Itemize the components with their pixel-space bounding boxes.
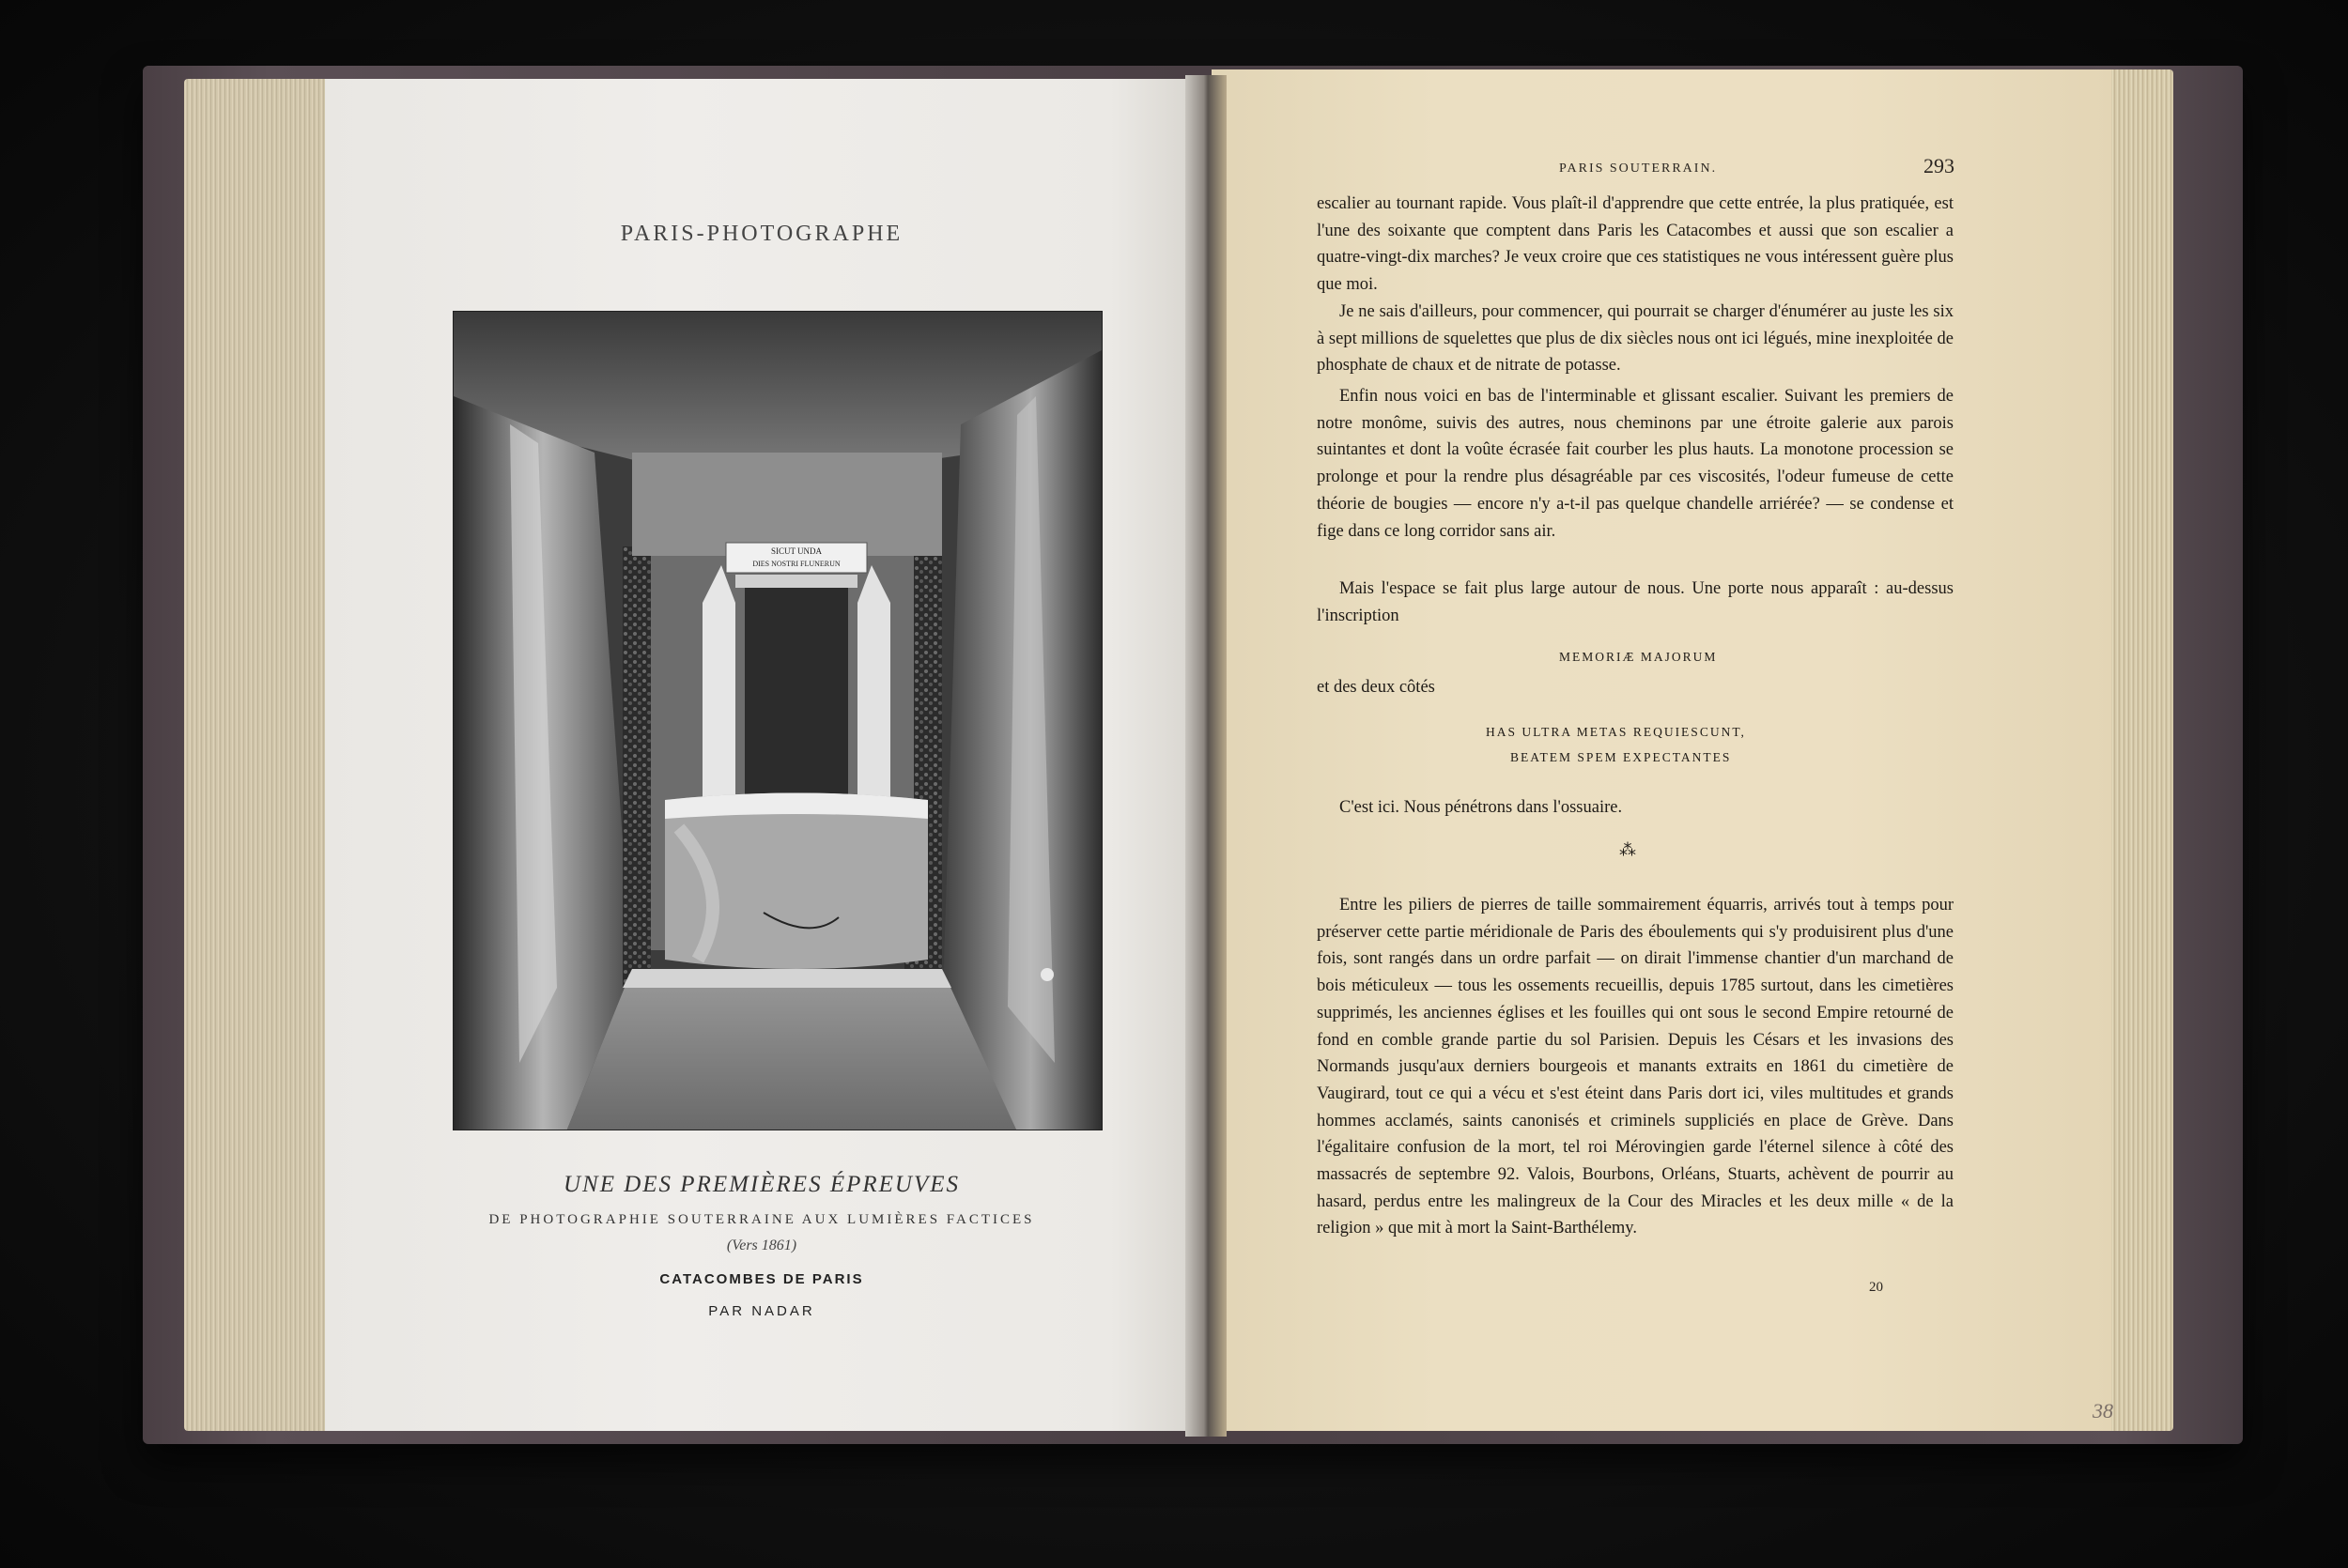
sign-line-1: SICUT UNDA xyxy=(770,546,823,556)
paragraph-1: escalier au tournant rapide. Vous plaît-il d'apprendre que cette entrée, la plus pratiquée, est l'une des soixante que comptent dans Paris les Catacombes et aussi que son escalier a quatre-vingt-dix marches? Je veux croire que ces statistiques ne vous intéressent guère plus que moi. xyxy=(1317,194,1954,295)
inscription-memoriae: MEMORIÆ MAJORUM xyxy=(1559,650,1718,664)
text-between xyxy=(1317,674,1954,701)
paragraph-4: Mais l'espace se fait plus large autour de nous. Une porte nous apparaît : au-dessus l'inscription xyxy=(1317,579,1954,625)
between-line: et des deux côtés xyxy=(1317,678,1435,697)
book-gutter xyxy=(1185,75,1227,1437)
right-page-edges xyxy=(2102,69,2173,1431)
paragraph-6: Entre les piliers de pierres de taille sommairement équarris, arrivés tout à temps pour préserver cette partie méridionale de Paris des éboulements qui s'y produisirent plus d'une fois, sont rangés dans un ordre parfait — on dirait l'immense chantier d'un marchand de bois méticuleux — tous les ossements recueillis, depuis 1785 surtout, dans les cimetières supprimés, les anciennes églises et les fouilles qui ont sous le second Empire retourné de fond en comble grande partie du sol Parisien. Depuis les Césars et les invasions des Normands jusqu'aux derniers bourgeois et manants extraits en 1861 du cimetière de Vaugirard, tout ce qui a vécu et s'est éteint dans Paris dort ici, viles multitudes et grands hommes acclamés, saints canonisés et criminels suppliciés en place de Grève. Dans l'égalitaire confusion de la mort, tel roi Mérovingien garde l'éternel silence à côté des massacrés de septembre 92. Valois, Bourbons, Orléans, Stuarts, achèvent de pourrir au hasard, perdus entre les malingreux de la Cour des Miracles et les deux mille « de la religion » que mit à mort la Saint-Barthélemy. xyxy=(1317,896,1954,1238)
inscription-line-2: BEATEM SPEM EXPECTANTES xyxy=(1510,750,1732,764)
text-block-4 xyxy=(1317,794,1954,822)
signature-mark: 20 xyxy=(1869,1280,1883,1295)
pencil-number: 38 xyxy=(2093,1399,2113,1422)
text-block-1 xyxy=(1317,191,1954,379)
paragraph-5: C'est ici. Nous pénétrons dans l'ossuaire. xyxy=(1339,798,1623,817)
text-block-2 xyxy=(1317,383,1954,545)
caption-subtitle: DE PHOTOGRAPHIE SOUTERRAINE AUX LUMIÈRES FACTICES xyxy=(488,1212,1035,1227)
left-page-header: PARIS-PHOTOGRAPHE xyxy=(620,222,904,246)
text-block-3 xyxy=(1317,576,1954,629)
page-number: 293 xyxy=(1923,154,1954,177)
catacombs-photograph xyxy=(453,311,1103,1130)
sign-line-2: DIES NOSTRI FLUNERUN xyxy=(752,560,841,568)
inscription-line-1: HAS ULTRA METAS REQUIESCUNT, xyxy=(1486,725,1746,739)
paragraph-3: Enfin nous voici en bas de l'interminable et glissant escalier. Suivant les premiers de notre monôme, suivis des autres, nous cheminons par une étroite galerie aux parois suintantes et dont la voûte écrasée fait courber les plus hauts. La monotone procession se prolonge et pour la rendre plus désagréable par ces viscosités, l'odeur fumeuse de cette théorie de bougies — encore n'y a-t-il pas quelque chandelle arriérée? — se condense et fige dans ce long corridor sans air. xyxy=(1317,387,1954,541)
left-page-edges xyxy=(184,79,334,1431)
caption-date: (Vers 1861) xyxy=(726,1237,797,1253)
caption-title: UNE DES PREMIÈRES ÉPREUVES xyxy=(563,1172,961,1197)
text-block-5 xyxy=(1317,892,1954,1242)
caption-author: PAR NADAR xyxy=(708,1303,815,1319)
running-head: PARIS SOUTERRAIN. xyxy=(1559,161,1718,176)
asterism: ⁂ xyxy=(1619,840,1636,859)
caption-place: CATACOMBES DE PARIS xyxy=(659,1271,864,1287)
paragraph-2: Je ne sais d'ailleurs, pour commencer, qui pourrait se charger d'énumérer au juste les six à sept millions de squelettes que plus de dix siècles nous ont ici légués, mine inexploitée de phosphate de chaux et de nitrate de potasse. xyxy=(1317,301,1954,376)
